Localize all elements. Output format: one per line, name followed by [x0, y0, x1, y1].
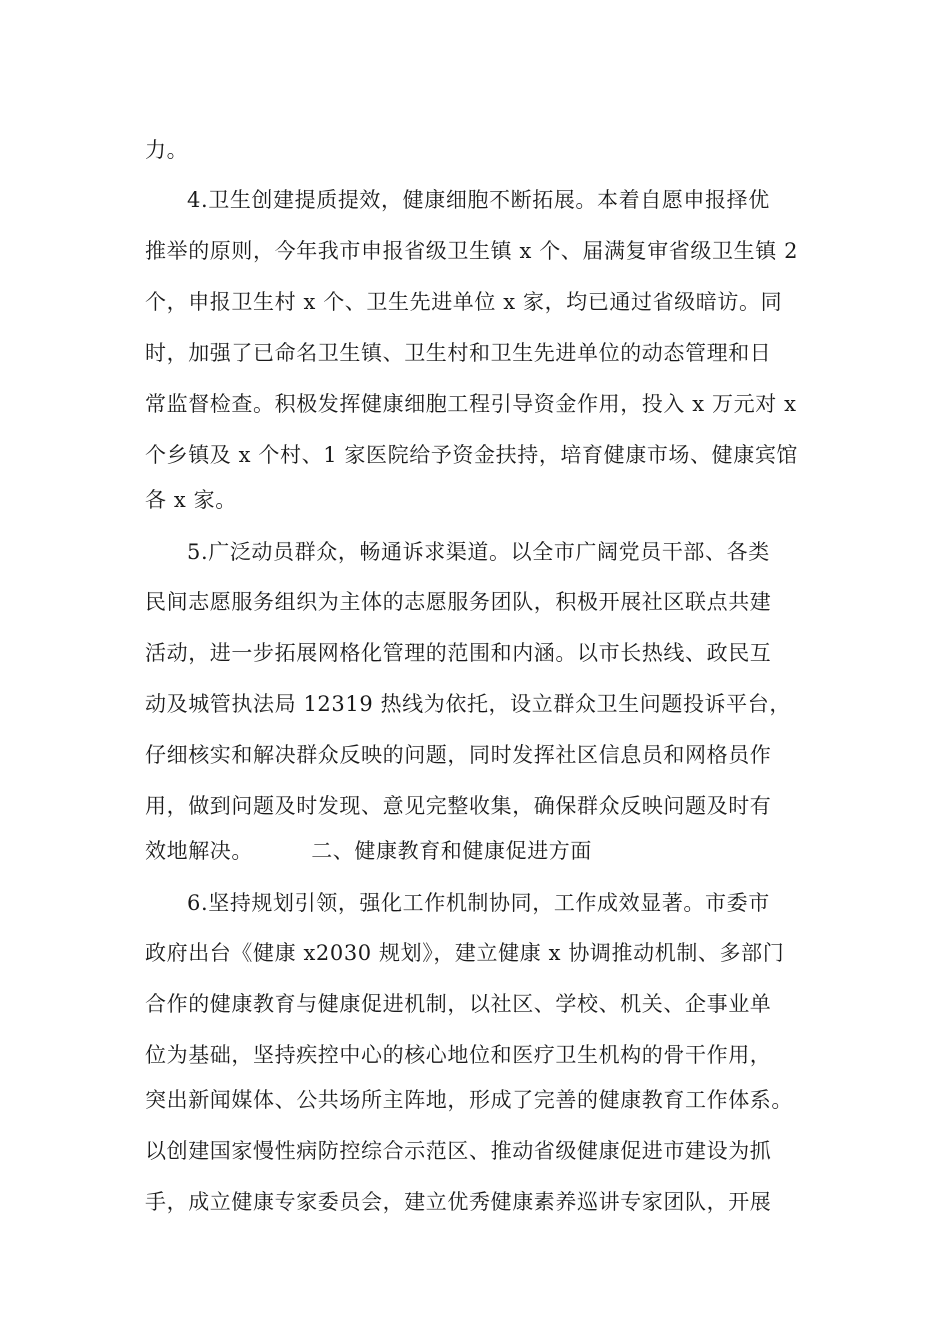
- paragraph-6-start: 6.坚持规划引领，强化工作机制协同，工作成效显著。市委市: [187, 891, 770, 915]
- text-line: 用，做到问题及时发现、意见完整收集，确保群众反映问题及时有: [145, 794, 772, 818]
- text-line: 合作的健康教育与健康促进机制，以社区、学校、机关、企事业单: [145, 992, 772, 1016]
- text-line: 动及城管执法局 12319 热线为依托，设立群众卫生问题投诉平台，: [145, 692, 791, 716]
- text-line: 推举的原则，今年我市申报省级卫生镇 x 个、届满复审省级卫生镇 2: [145, 239, 799, 263]
- text-line: 突出新闻媒体、公共场所主阵地，形成了完善的健康教育工作体系。: [145, 1088, 793, 1112]
- paragraph-4-start: 4.卫生创建提质提效，健康细胞不断拓展。本着自愿申报择优: [187, 188, 770, 212]
- text-line: 民间志愿服务组织为主体的志愿服务团队，积极开展社区联点共建: [145, 590, 772, 614]
- text-line: 个，申报卫生村 x 个、卫生先进单位 x 家，均已通过省级暗访。同: [145, 290, 783, 314]
- text-line: 位为基础，坚持疾控中心的核心地位和医疗卫生机构的骨干作用，: [145, 1043, 772, 1067]
- text-line: 仔细核实和解决群众反映的问题，同时发挥社区信息员和网格员作: [145, 743, 772, 767]
- text-line: 力。: [145, 138, 189, 162]
- section-heading-line: 效地解决。 二、健康教育和健康促进方面: [145, 839, 593, 863]
- text-line: 各 x 家。: [145, 488, 237, 512]
- paragraph-5-start: 5.广泛动员群众，畅通诉求渠道。以全市广阔党员干部、各类: [187, 540, 770, 564]
- text-line: 时，加强了已命名卫生镇、卫生村和卫生先进单位的动态管理和日: [145, 341, 772, 365]
- text-line: 活动，进一步拓展网格化管理的范围和内涵。以市长热线、政民互: [145, 641, 772, 665]
- text-line: 手，成立健康专家委员会，建立优秀健康素养巡讲专家团队，开展: [145, 1190, 772, 1214]
- text-line: 常监督检查。积极发挥健康细胞工程引导资金作用，投入 x 万元对 x: [145, 392, 797, 416]
- text-line: 以创建国家慢性病防控综合示范区、推动省级健康促进市建设为抓: [145, 1139, 772, 1163]
- text-line: 个乡镇及 x 个村、1 家医院给予资金扶持，培育健康市场、健康宾馆: [145, 443, 799, 467]
- text-line: 政府出台《健康 x2030 规划》，建立健康 x 协调推动机制、多部门: [145, 941, 785, 965]
